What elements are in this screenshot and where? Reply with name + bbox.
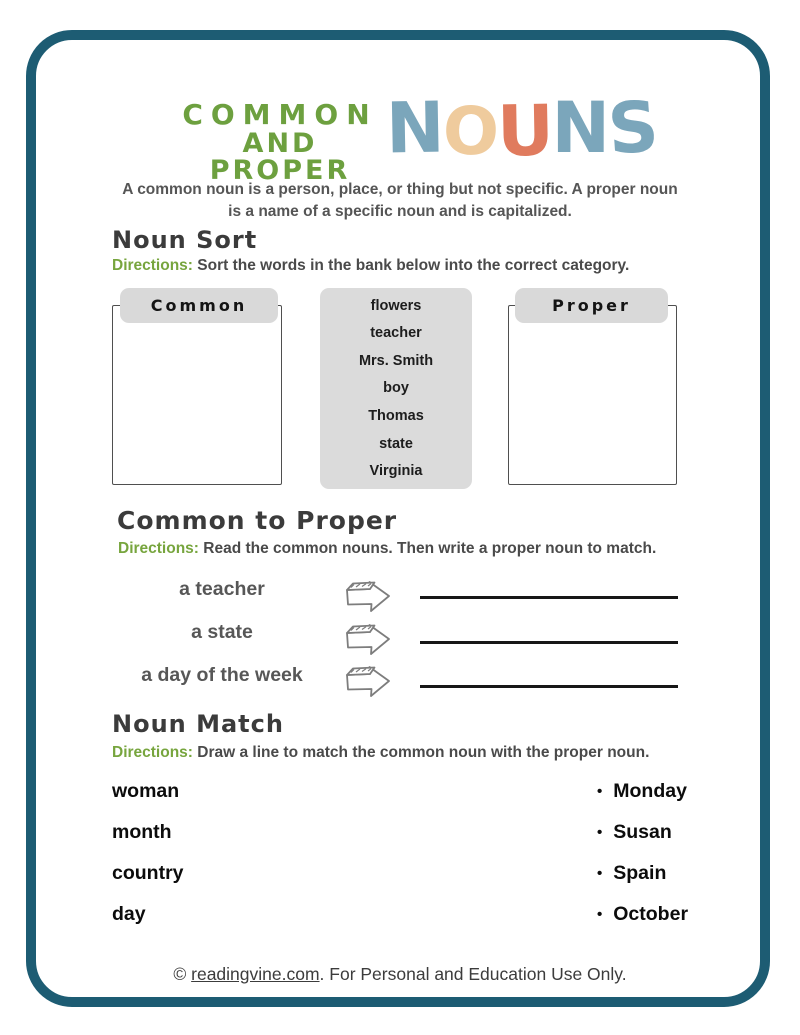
- write-in-line: [420, 641, 678, 644]
- common-category-label: Common: [150, 296, 248, 315]
- right-arrow-icon: [343, 616, 393, 658]
- match-proper-monday: [597, 780, 687, 803]
- match-proper-label: Susan: [613, 821, 672, 843]
- word-bank-item: boy: [383, 380, 409, 397]
- bullet-icon: •: [597, 783, 603, 800]
- match-proper-spain: [597, 862, 666, 885]
- proper-category-tab: [515, 288, 668, 323]
- common-to-proper-heading: Common to Proper: [117, 506, 398, 535]
- word-bank-item: teacher: [370, 325, 422, 342]
- copyright-symbol: ©: [173, 964, 192, 984]
- directions-label: Directions:: [112, 257, 193, 274]
- bullet-icon: •: [597, 865, 603, 882]
- match-common-woman: woman: [112, 780, 180, 802]
- description-line-2: is a name of a specific noun and is capitalized.: [228, 203, 572, 221]
- prompt-a-day-of-the-week: a day of the week: [141, 664, 303, 686]
- title-line-2: AND PROPER: [209, 127, 351, 187]
- match-proper-label: Spain: [613, 862, 667, 884]
- bullet-icon: •: [597, 906, 603, 923]
- word-bank-item: Virginia: [369, 463, 423, 480]
- common-category-box: [112, 305, 282, 485]
- directions-text: Read the common nouns. Then write a proper noun to match.: [203, 540, 657, 557]
- word-bank-item: state: [379, 435, 413, 452]
- noun-match-directions: [112, 744, 649, 762]
- readingvine-link[interactable]: readingvine.com: [191, 964, 320, 984]
- match-proper-susan: [597, 821, 672, 844]
- word-bank-item: flowers: [370, 297, 422, 314]
- match-common-day: day: [112, 903, 146, 925]
- match-common-month: month: [112, 821, 172, 843]
- title-letter-o: O: [441, 92, 498, 171]
- word-bank-item: Mrs. Smith: [358, 352, 434, 369]
- title-letter-n1: N: [385, 86, 444, 170]
- right-arrow-icon: [343, 573, 393, 615]
- match-proper-october: [597, 903, 688, 926]
- write-in-line: [420, 596, 678, 599]
- directions-text: Draw a line to match the common noun with the proper noun.: [197, 744, 650, 761]
- noun-sort-directions: [112, 257, 629, 275]
- proper-category-box: [508, 305, 677, 485]
- title-letter-s: S: [605, 85, 660, 171]
- noun-sort-heading: Noun Sort: [112, 226, 258, 254]
- right-arrow-icon: [343, 658, 393, 700]
- description-line-1: A common noun is a person, place, or thing but not specific. A proper noun: [122, 181, 678, 198]
- match-proper-label: Monday: [613, 780, 687, 802]
- worksheet-description: [0, 179, 800, 224]
- common-to-proper-directions: [118, 540, 656, 558]
- directions-text: Sort the words in the bank below into the correct category.: [197, 257, 630, 274]
- noun-match-heading: Noun Match: [112, 710, 284, 738]
- worksheet-title-common-and-proper: [168, 98, 392, 187]
- directions-label: Directions:: [112, 744, 193, 761]
- title-line-1: COMMON: [182, 98, 378, 131]
- prompt-a-teacher: a teacher: [179, 578, 265, 600]
- footer-copyright: [0, 964, 800, 985]
- match-common-country: country: [112, 862, 184, 884]
- match-proper-label: October: [613, 903, 689, 925]
- proper-category-label: Proper: [552, 296, 631, 315]
- footer-suffix: . For Personal and Education Use Only.: [319, 964, 627, 984]
- title-letter-u: U: [496, 89, 553, 173]
- write-in-line: [420, 685, 678, 688]
- title-letter-n2: N: [551, 87, 609, 169]
- common-category-tab: [120, 288, 278, 323]
- worksheet-title-nouns: [385, 85, 660, 173]
- directions-label: Directions:: [118, 540, 199, 557]
- word-bank-item: Thomas: [368, 408, 424, 425]
- bullet-icon: •: [597, 824, 603, 841]
- prompt-a-state: a state: [191, 621, 253, 643]
- word-bank: [320, 288, 472, 489]
